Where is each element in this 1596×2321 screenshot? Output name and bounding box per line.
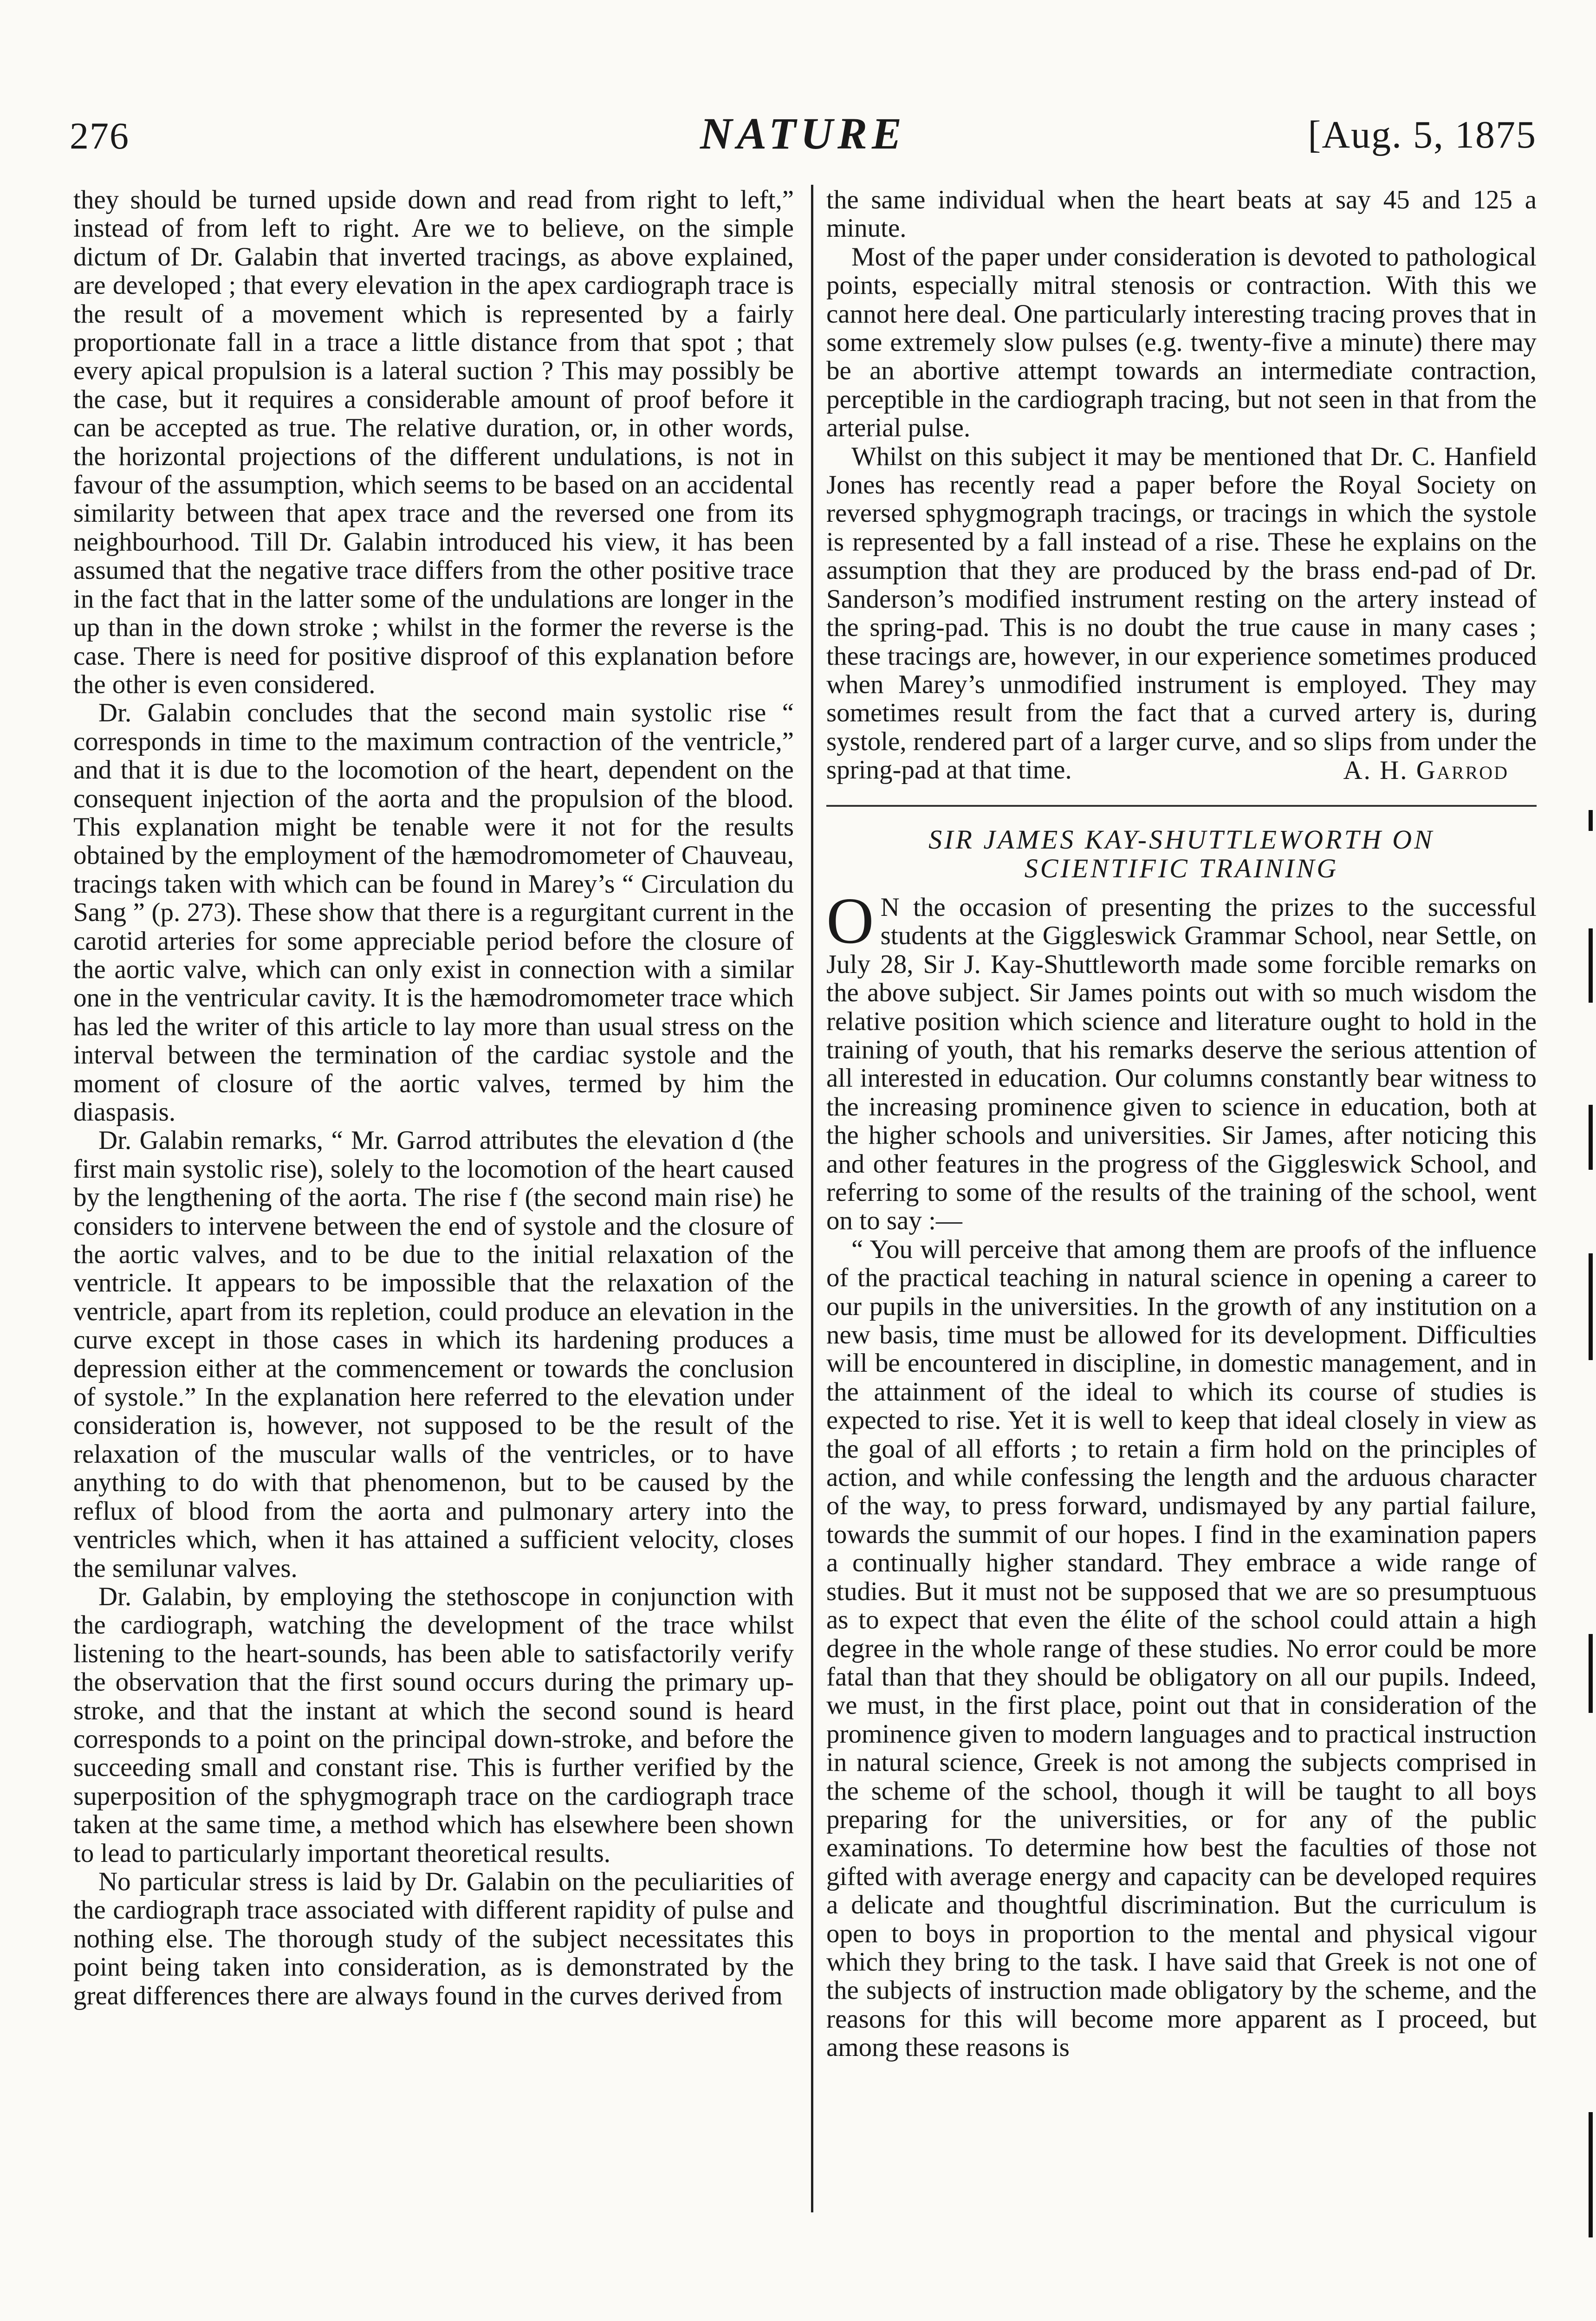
article-title (826, 825, 1537, 883)
paragraph: Dr. Galabin, by employing the stethoscope in conjunction with the cardiograph, watching the development of the trace whilst listening to the heart-sounds, has been able to satisfactorily verify the observation that the first sound occurs during the primary up-stroke, and that the instant at which the second sound is heard corresponds to a point on the principal down-stroke, and before the succeeding small and constant rise. This is further verified by the superposition of the sphygmograph trace on the cardiograph trace taken at the same time, a method which has elsewhere been shown to lead to particularly important theoretical results. (73, 1582, 794, 1868)
page-number: 276 (70, 115, 130, 157)
page-header (70, 103, 1537, 173)
paragraph-text: N the occasion of presenting the prizes to the successful students at the Giggleswick Grammar School, near Settle, on July 28, Sir J. Kay-Shuttleworth made some forcible remarks on the above subject. Sir James points out with so much wisdom the relative position which science and literature ought to hold in the training of youth, that his remarks deserve the serious attention of all interested in education. Our columns constantly bear witness to the increasing prominence given to science in education, both at the higher schools and universities. Sir James, after noticing this and other features in the progress of the Giggleswick School, and referring to some of the results of the training of the school, went on to say :— (826, 892, 1537, 1236)
margin-mark (1589, 1253, 1593, 1360)
margin-mark (1589, 1105, 1593, 1170)
column-divider (811, 185, 813, 2212)
author-signature: A. H. Garrod (1343, 755, 1509, 785)
drop-cap: O (826, 883, 874, 957)
article-title-line: SIR JAMES KAY-SHUTTLEWORTH ON (928, 824, 1434, 855)
margin-mark (1589, 810, 1593, 831)
margin-mark (1589, 1634, 1593, 1713)
paragraph: they should be turned upside down and read from right to left,” instead of from left to right. Are we to believe, on the simple dictum of Dr. Galabin that inverted tracings, as above explained, are developed ; that every elevation in the apex cardiograph trace is the result of a movement which is represented by a fairly proportionate fall in a trace a little distance from that spot ; that every apical propulsion is a lateral suction ? This may possibly be the case, but it requires a considerable amount of proof before it can be accepted as true. The relative duration, or, in other words, the horizontal projections of the different undulations, is not in favour of the assumption, which seems to be based on an accidental similarity between that apex trace and the reversed one from its neighbourhood. Till Dr. Galabin introduced his view, it has been assumed that the negative trace differs from the other positive trace in the fact that in the latter some of the undulations are longer in the up than in the down stroke ; whilst in the former the reverse is the case. There is need for positive disproof of this explanation before the other is even considered. (73, 185, 794, 699)
paragraph: No particular stress is laid by Dr. Galabin on the peculiarities of the cardiograph trace associated with different rapidity of pulse and nothing else. The thorough study of the subject necessitates this point being taken into consideration, as is demonstrated by the great differences there are always found in the curves derived from (73, 1867, 794, 2010)
article-first-paragraph (826, 883, 1537, 1236)
article-title-line: SCIENTIFIC TRAINING (1024, 853, 1339, 883)
paragraph: Whilst on this subject it may be mentioned that Dr. C. Hanfield Jones has recently read a paper before the Royal Society on reversed sphygmograph tracings, or tracings in which the systole is represented by a fall instead of a rise. These he explains on the assumption that they are produced by the brass end-pad of Dr. Sanderson’s modified instrument resting on the artery instead of the spring-pad. This is no doubt the true cause in many cases ; these tracings are, however, in our experience sometimes produced when Marey’s unmodified instrument is employed. They may sometimes result from the fact that a curved artery is, during systole, rendered part of a larger curve, and so slips from under the spring-pad at that time. (826, 441, 1537, 785)
margin-mark (1589, 928, 1593, 1003)
article-quote: “ You will perceive that among them are proofs of the influence of the practical teaching in natural science in opening a career to our pupils in the universities. In the growth of any institution on a new basis, time must be allowed for its development. Difficulties will be encountered in discipline, in domestic management, and in the attainment of the ideal to which its course of studies is expected to rise. Yet it is well to keep that ideal closely in view as the goal of all efforts ; to retain a firm hold on the principles of action, and while confessing the length and the arduous character of the way, to press forward, undismayed by any partial failure, towards the summit of our hopes. I find in the examination papers a continually higher standard. They embrace a wide range of studies. But it must not be supposed that we are so presumptuous as to expect that even the élite of the school could attain a high degree in the whole range of these studies. No error could be more fatal than that they should be obligatory on all our pupils. Indeed, we must, in the first place, point out that in consideration of the prominence given to modern languages and to practical instruction in natural science, Greek is not among the subjects comprised in the scheme of the school, though it will be taught to all boys preparing for the universities, or for any of the public examinations. To determine how best the faculties of those not gifted with average energy and capacity can be developed requires a delicate and thoughtful discrimination. But the curriculum is open to boys in proportion to the mental and physical vigour which they bring to the task. I have said that Greek is not one of the subjects of instruction made obligatory by the scheme, and the reasons for this will become more apparent as I proceed, but among these reasons is (826, 1234, 1537, 2062)
left-column (73, 186, 794, 2010)
section-divider (826, 805, 1537, 807)
journal-title: NATURE (700, 109, 907, 158)
paragraph: the same individual when the heart beats at say 45 and 125 a minute. (826, 185, 1537, 243)
paragraph: Dr. Galabin remarks, “ Mr. Garrod attributes the elevation d (the first main systolic rise), solely to the locomotion of the heart caused by the lengthening of the aorta. The rise f (the second main rise) he considers to intervene between the end of systole and the closure of the aortic valves, and to be due to the initial relaxation of the ventricle. It appears to be impossible that the relaxation of the ventricle, apart from its repletion, could produce an elevation in the curve except in those cases in which its hardening produces a depression either at the commencement or towards the conclusion of systole.” In the explanation here referred to the elevation under consideration is, however, not supposed to be the result of the relaxation of the muscular walls of the ventricles, or to have anything to do with that phenomenon, but to be caused by the reflux of blood from the aorta and pulmonary artery into the ventricles which, when it has attained a sufficient velocity, closes the semilunar valves. (73, 1126, 794, 1583)
issue-date: [Aug. 5, 1875 (1308, 113, 1537, 156)
paragraph: Most of the paper under consideration is devoted to pathological points, especially mitral stenosis or contraction. With this we cannot here deal. One particularly interesting tracing proves that in some extremely slow pulses (e.g. twenty-five a minute) there may be an abortive attempt towards an intermediate contraction, perceptible in the cardiograph tracing, but not seen in that from the arterial pulse. (826, 242, 1537, 443)
margin-mark (1589, 2112, 1593, 2237)
right-column (826, 186, 1537, 2062)
paragraph: Dr. Galabin concludes that the second main systolic rise “ corresponds in time to the maximum contraction of the ventricle,” and that it is due to the locomotion of the heart, dependent on the consequent injection of the aorta and the propulsion of the blood. This explanation might be tenable were it not for the results obtained by the employment of the hæmodromometer of Chauveau, tracings taken with which can be found in Marey’s “ Circulation du Sang ” (p. 273). These show that there is a regurgitant current in the carotid arteries for some appreciable period before the closure of the aortic valve, which can only exist in connection with a similar one in the ventricular cavity. It is the hæmodromometer trace which has led the writer of this article to lay more than usual stress on the interval between the termination of the cardiac systole and the moment of closure of the aortic valves, termed by him the diaspasis. (73, 698, 794, 1127)
